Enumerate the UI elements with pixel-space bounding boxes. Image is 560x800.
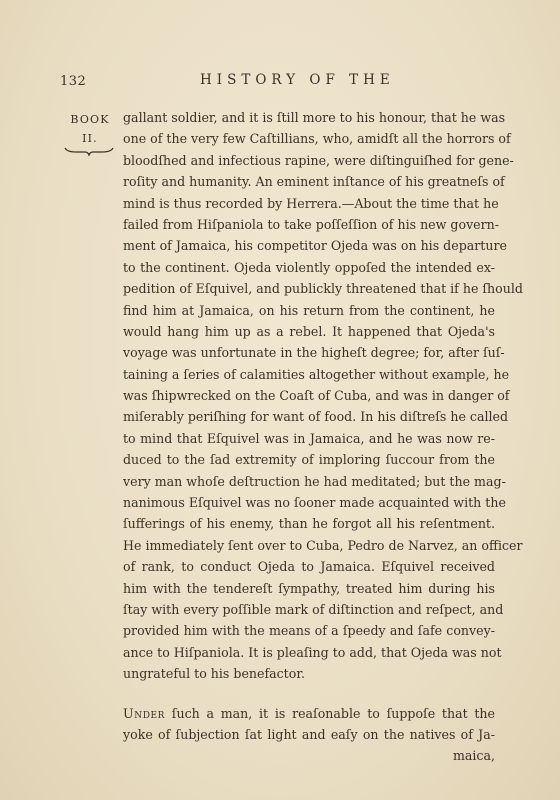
text-line: He immediately ſent over to Cuba, Pedro de Narvez, an officer — [123, 537, 523, 553]
text-line: yoke of ſubjection ſat light and eaſy on the natives of Ja- — [123, 726, 495, 742]
text-line: would hang him up as a rebel. It happened that Ojeda's — [123, 323, 495, 339]
text-line: failed from Hiſpaniola to take poſſeſſion of his new govern- — [123, 216, 500, 232]
text-line: very man whoſe deſtruction he had meditated; but the mag- — [123, 473, 506, 489]
text-line: of rank, to conduct Ojeda to Jamaica. Eſquivel received — [123, 559, 495, 575]
margin-brace-icon — [64, 146, 114, 156]
text-line: ment of Jamaica, his competitor Ojeda was on his departure — [123, 238, 507, 254]
catchword: maica, — [452, 748, 495, 764]
text-line: him with the tendereſt ſympathy, treated him during his — [123, 580, 495, 596]
text-line: to the continent. Ojeda violently oppoſed the intended ex- — [123, 259, 495, 275]
page-number: 132 — [60, 74, 87, 89]
text-line: provided him with the means of a ſpeedy and ſafe convey- — [123, 623, 495, 639]
text-line: gallant soldier, and it is ſtill more to his honour, that he was — [123, 110, 506, 125]
text-line: bloodſhed and infectious rapine, were diſtinguiſhed for gene- — [123, 152, 514, 168]
text-line: miſerably periſhing for want of food. In his diſtreſs he called — [123, 409, 509, 425]
running-head: HISTORY OF THE — [200, 72, 395, 88]
text-line: was ſhipwrecked on the Coaſt of Cuba, and was in danger of — [123, 388, 510, 404]
paragraph-lead-word: Under — [123, 705, 166, 721]
paragraph-1 — [123, 107, 523, 685]
text-line: ance to Hiſpaniola. It is pleaſing to add, that Ojeda was not — [123, 644, 502, 660]
text-line: to mind that Eſquivel was in Jamaica, and he was now re- — [123, 430, 495, 446]
text-line-first — [123, 703, 495, 724]
paragraph-gap — [123, 685, 495, 703]
text-line: ſtay with every poſſible mark of diſtinction and reſpect, and — [123, 601, 504, 617]
text-line: roſity and humanity. An eminent inſtance of his greatneſs of — [123, 174, 505, 190]
text-line: ſufferings of his enemy, than he forgot all his reſentment. — [123, 516, 495, 532]
text-line-rest: ſuch a man, it is reaſonable to ſuppoſe that the — [165, 705, 495, 721]
text-line: duced to the ſad extremity of imploring ſuccour from the — [123, 452, 495, 468]
text-line: voyage was unfortunate in the higheſt degree; for, after ſuſ- — [123, 345, 505, 361]
text-line: mind is thus recorded by Herrera.—About the time that he — [123, 195, 499, 211]
text-line: nanimous Eſquivel was no ſooner made acquainted with the — [123, 495, 506, 511]
paragraph-2 — [123, 703, 495, 767]
book-label: BOOK — [70, 113, 110, 126]
margin-note — [62, 111, 118, 148]
text-line: taining a ſeries of calamities altogether without example, he — [123, 366, 510, 382]
text-line: find him at Jamaica, on his return from the continent, he — [123, 302, 495, 318]
text-line: pedition of Eſquivel, and publickly threatened that if he ſhould — [123, 281, 523, 297]
text-line: ungrateful to his benefactor. — [123, 666, 305, 682]
volume-number: II. — [82, 132, 98, 145]
text-line: one of the very few Caſtillians, who, amidſt all the horrors of — [123, 131, 511, 147]
body-text — [123, 107, 523, 767]
